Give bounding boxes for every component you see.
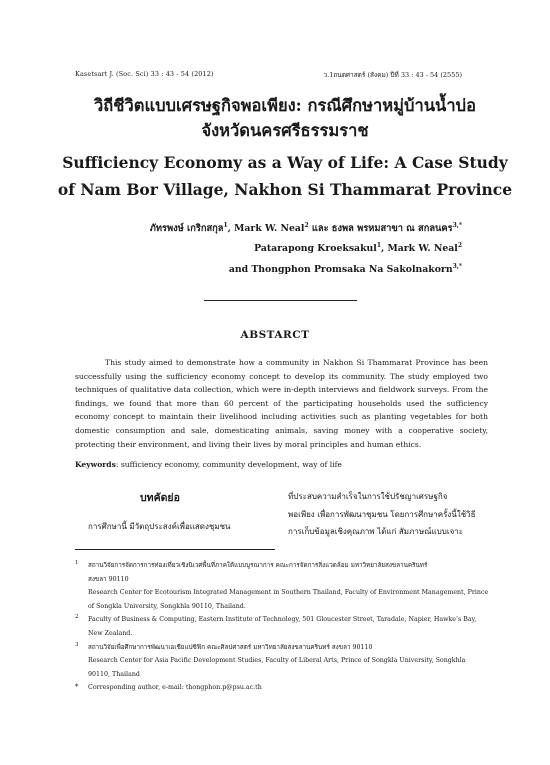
title-divider <box>204 300 357 301</box>
authors-english-line-2: and Thongphon Promsaka Na Sakolnakorn$^{3,*}$ <box>228 263 462 276</box>
footnote-3: 3 สถานวิจัยเพื่อศึกษาการพัฒนาเอเชียแปซิฟิก คณะศิลปศาสตร์ มหาวิทยาลัยสงขลานครินทร์ สงขลา 90110 Research Center for Asia Pacific Development Studies, Faculty of Liberal Arts, Prince of Songkla University, Songkhla 90110, Thailand <box>75 641 466 678</box>
abstract-heading: ABSTARCT <box>240 329 310 341</box>
footnote-2: 2 Faculty of Business & Computing, Eastern Institute of Technology, 501 Gloucester Street, Taradale, Napier, Hawke’s Bay, New Zealand. <box>75 614 477 637</box>
footnote-corresponding: * Corresponding author, e-mail: thongphon.p@psu.ac.th <box>75 683 262 692</box>
english-title-line-1: Sufficiency Economy as a Way of Life: A Case Study <box>62 153 508 172</box>
thai-abstract-right-text: ที่ประสบความสำเร็จในการใช้ปรัชญาเศรษฐกิจ พอเพียง เพื่อการพัฒนาชุมชน โดยการศึกษาครั้งนี้ใช้วิธี การเก็บข้อมูลเชิงคุณภาพ ได้แก่ สัมภาษณ์แบบเจาะ <box>288 492 476 536</box>
thai-abstract-heading: บทคัดย่อ <box>140 492 180 504</box>
thai-title-line-1: วิถีชีวิตแบบเศรษฐกิจพอเพียง: กรณีศึกษาหมู่บ้านน้ำบ่อ <box>94 96 476 115</box>
authors-english-line-1: Patarapong Kroeksakul$^1$, Mark W. Neal$^2$ <box>254 242 462 255</box>
running-header-right: ว.1ถนตศาสตร์ (สังคม) ปีที่ 33 : 43 - 54 (2555) <box>323 71 462 79</box>
footnotes <box>75 559 495 695</box>
keywords-text: : sufficiency economy, community development, way of life <box>115 460 342 469</box>
english-title-line-2: of Nam Bor Village, Nakhon Si Thammarat Province <box>57 180 513 199</box>
thai-abstract-left-text: การศึกษานี้ มีวัตถุประสงค์เพื่อแสดงชุมชน <box>88 522 231 531</box>
keywords-label: Keywords <box>75 460 116 469</box>
running-header-left: Kasetsart J. (Soc. Sci) 33 : 43 - 54 (2012) <box>75 70 214 78</box>
authors-thai: ภัทรพงษ์ เกริกสกุล$^1$, Mark W. Neal$^2$ และ ธงพล พรหมสาขา ณ สกลนคร$^{3,*}$ <box>149 221 462 234</box>
footnote-1: 1 สถานวิจัยการจัดการการท่องเที่ยวเชิงนิเวศพื้นที่ภาคใต้แบบบูรณาการ คณะการจัดการสิ่งแวดล้อม มหาวิทยาลัยสงขลานครินทร์ สงขลา 90110 Research Center for Ecotourism Integrated Management in Southern Thailand, Faculty of Environment Management, Prince of Songkla University, Songkhla 90110, Thailand. <box>75 560 489 610</box>
abstract-body: This study aimed to demonstrate how a community in Nakhon Si Thammarat Province has been successfully using the sufficiency economy concept to develop its community. The study employed two techniques of qualitative data collection, which were in-depth interviews and fieldwork surveys. From the findings, we found that more than 60 percent of the participating households used the sufficiency economy concept to maintain their livelihood including activities such as planting vegetables for both domestic consumption and sale, domesticating animals, saving money with a cooperative society, protecting their environment, and living their lives by moral principles and human ethics. <box>75 358 488 449</box>
thai-title-line-2: จังหวัดนครศรีธรรมราช <box>201 121 369 140</box>
footnote-divider <box>75 549 275 550</box>
keywords <box>75 460 342 469</box>
